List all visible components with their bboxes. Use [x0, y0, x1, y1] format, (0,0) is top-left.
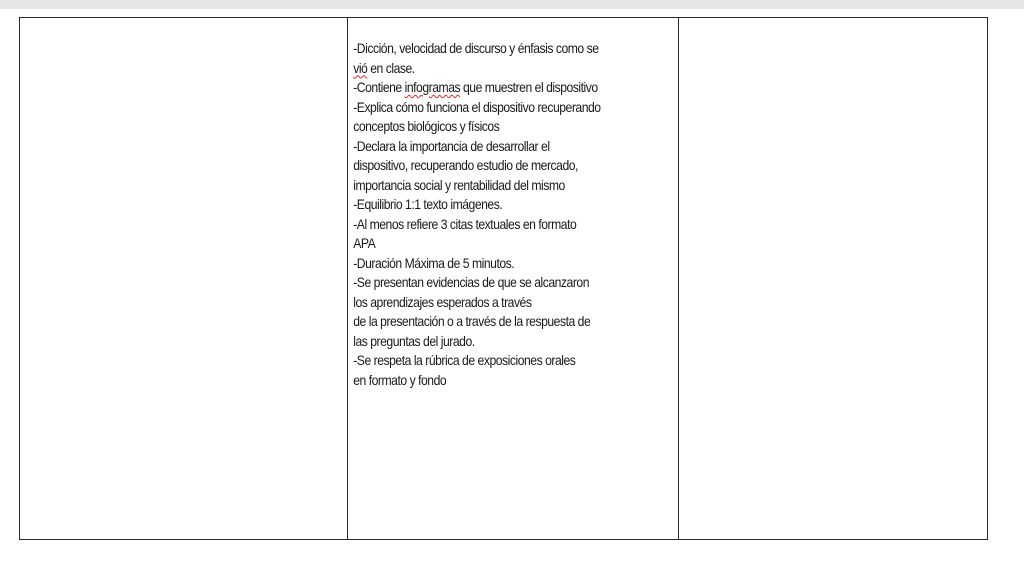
criterion-diccion — [354, 39, 674, 78]
criterion-citas: -Al menos refiere 3 citas textuales en formato APA — [353, 215, 577, 251]
criterion-evidencias: -Se presentan evidencias de que se alcanzaron los aprendizajes esperados a través de la presentación o a través de la respuesta de las preguntas del jurado. — [353, 274, 591, 349]
criterion-importancia: -Declara la importancia de desarrollar el dispositivo, recuperando estudio de mercado, importancia social y rentabilidad del mismo — [353, 137, 579, 193]
page-top-strip — [0, 0, 1024, 9]
criterion-duracion: -Duración Máxima de 5 minutos. — [353, 254, 515, 271]
spellcheck-flagged-word: infogramas — [404, 79, 461, 95]
criterion-text-after: que muestren el dispositivo — [460, 79, 599, 95]
rubric-table — [19, 17, 988, 540]
criterion-text: -Contiene — [353, 79, 405, 95]
criterion-rubrica: -Se respeta la rúbrica de exposiciones orales en formato y fondo — [353, 352, 576, 388]
spellcheck-flagged-word: vió — [353, 59, 368, 76]
criterion-equilibrio: -Equilibrio 1:1 texto imágenes. — [353, 196, 503, 212]
left-empty-cell — [20, 18, 348, 540]
table-row — [20, 18, 988, 540]
criterion-funcionamiento: -Explica cómo funciona el dispositivo recuperando conceptos biológicos y físicos — [353, 98, 601, 134]
criterion-text: -Dicción, velocidad de discurso y énfasis como se — [353, 40, 599, 56]
criteria-cell — [348, 18, 678, 540]
criterion-infogramas — [354, 78, 674, 98]
criteria-list — [348, 18, 679, 390]
criterion-text-after: en clase. — [367, 59, 416, 76]
right-empty-cell — [678, 18, 987, 540]
